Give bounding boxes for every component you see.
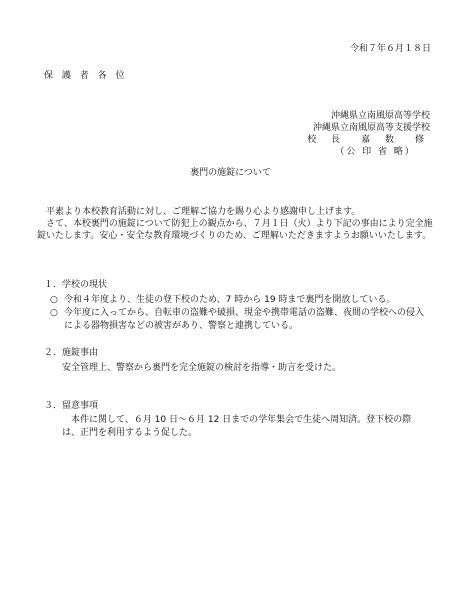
sender-principal: 校 長 嘉 数 修 [307,135,430,145]
bullet-circle-icon: ○ [50,295,58,305]
list-item [50,294,425,307]
section-3-body: 本件に関して、６月 10 日～６月 12 日までの学年集会で生徒へ周知済。登下校の際は、正門を利用するよう促した。 [62,415,412,438]
sender-block [293,110,430,158]
intro-line-2: さて、本校裏門の施錠について防犯上の観点から、７月１日（火）より下記の事由により完全施錠いたします。安心・安全な教育環境づくりのため、ご理解いただきますようお願いいたします。 [37,219,433,241]
sender-school-2: 沖縄県立南風原高等支援学校 [312,123,430,133]
bullet-text: 令和４年度より、生徒の登下校のため、7 時から 19 時まで裏門を開放している。 [64,295,396,305]
list-item [50,307,425,333]
intro-line-1: 平素より本校教育活動に対し、ご理解ご協力を賜り心より感謝申し上げます。 [46,207,361,217]
bullet-circle-icon: ○ [50,308,58,318]
document-title: 裏門の施錠について [190,168,271,178]
bullet-text: 今年度に入ってから、自転車の盗難や破損、現金や携帯電話の盗難、夜間の学校への侵入による器物損害などの被害があり、警察と連携している。 [64,308,425,331]
document-date: 令和７年６月１８日 [349,44,431,54]
section-1-heading: １．学校の現状 [44,280,108,290]
section-2-body: 安全管理上、警察から裏門を完全施錠の検討を指導・助言を受けた。 [62,363,342,373]
intro-paragraph [37,206,433,242]
section-1-bullets [50,294,425,333]
sender-seal-note: （公 印 省 略） [335,147,416,157]
addressee: 保 護 者 各 位 [44,71,128,81]
section-3-heading: ３．留意事項 [44,401,99,411]
sender-school-1: 沖縄県立南風原高等学校 [330,111,430,121]
section-2-heading: ２．施錠事由 [44,348,99,358]
